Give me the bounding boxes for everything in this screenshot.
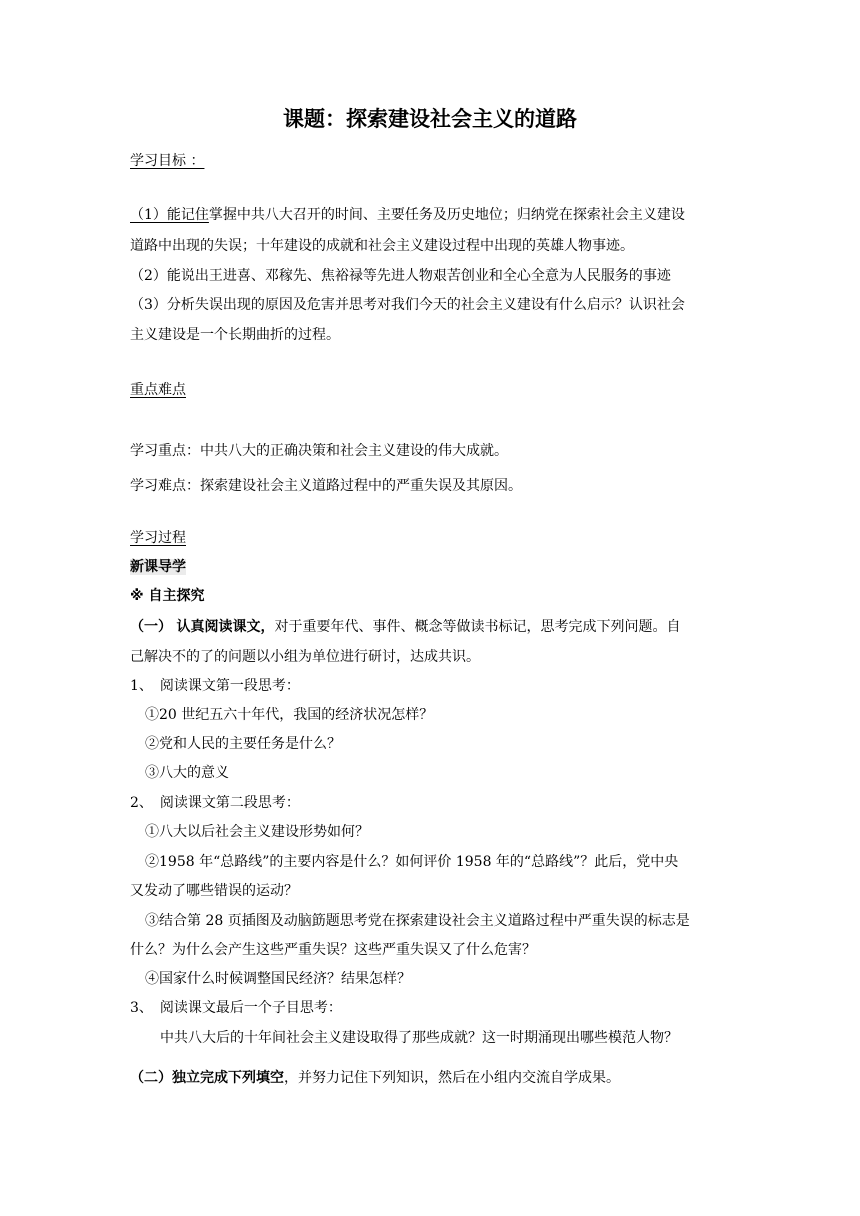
process-heading <box>130 528 186 548</box>
focus-point: 学习重点：中共八大的正确决策和社会主义建设的伟大成就。 <box>130 443 508 459</box>
page-title: 课题：探索建设社会主义的道路 <box>283 107 577 131</box>
goal-item-1-prefix: （1）能记住 <box>130 207 209 223</box>
question-1: 1、 阅读课文第一段思考： <box>130 678 300 694</box>
question-1-a: ①20 世纪五六十年代，我国的经济状况怎样？ <box>145 707 434 723</box>
question-3: 3、 阅读课文最后一个子目思考： <box>130 1000 342 1016</box>
part-1-label: （一） <box>130 619 172 635</box>
part-1-bold: 认真阅读课文， <box>176 619 275 635</box>
part-1-rest: 对于重要年代、事件、概念等做读书标记，思考完成下列问题。自 <box>274 619 681 635</box>
difficulty-point: 学习难点：探索建设社会主义道路过程中的严重失误及其原因。 <box>130 478 522 494</box>
part-2-intro <box>130 1068 620 1088</box>
self-study-heading: ※ 自主探究 <box>130 588 205 604</box>
goal-item-1 <box>130 205 685 225</box>
question-2-a: ①八大以后社会主义建设形势如何？ <box>145 824 369 840</box>
question-2-d: ④国家什么时候调整国民经济？结果怎样？ <box>145 971 411 987</box>
goals-heading-text: 学习目标 ： <box>130 153 205 169</box>
goal-item-1-cont: 道路中出现的失误；十年建设的成就和社会主义建设过程中出现的英雄人物事迹。 <box>130 238 634 254</box>
question-3-a: 中共八大后的十年间社会主义建设取得了那些成就？这一时期涌现出哪些模范人物？ <box>160 1030 678 1046</box>
question-1-c: ③八大的意义 <box>145 765 229 781</box>
part-1-intro <box>130 617 680 637</box>
question-2: 2、 阅读课文第二段思考： <box>130 795 300 811</box>
new-lesson-heading <box>130 557 186 577</box>
goal-item-3-cont: 主义建设是一个长期曲折的过程。 <box>130 327 340 343</box>
goal-item-1-text: 掌握中共八大召开的时间、主要任务及历史地位；归纳党在探索社会主义建设 <box>208 207 685 223</box>
part-1-intro-cont: 己解决不的了的问题以小组为单位进行研讨，达成共识。 <box>130 649 480 665</box>
question-1-b: ②党和人民的主要任务是什么？ <box>145 736 341 752</box>
goal-item-2: （2）能说出王进喜、邓稼先、焦裕禄等先进人物艰苦创业和全心全意为人民服务的事迹 <box>130 268 671 284</box>
key-points-heading-text: 重点难点 <box>130 382 186 398</box>
question-2-c-cont: 什么？为什么会产生这些严重失误？这些严重失误又了什么危害？ <box>130 942 536 958</box>
part-2-rest: ，并努力记住下列知识，然后在小组内交流自学成果。 <box>284 1070 620 1086</box>
key-points-heading <box>130 380 186 400</box>
new-lesson-text: 新课导学 <box>130 559 186 575</box>
goal-item-3: （3）分析失误出现的原因及危害并思考对我们今天的社会主义建设有什么启示？认识社会 <box>130 297 685 313</box>
question-2-b-cont: 又发动了哪些错误的运动？ <box>130 883 298 899</box>
question-2-b: ②1958 年“总路线”的主要内容是什么？如何评价 1958 年的“总路线”？此后，党中央 <box>145 854 679 870</box>
part-2-bold: （二）独立完成下列填空 <box>130 1070 284 1086</box>
process-heading-text: 学习过程 <box>130 530 186 546</box>
goals-heading <box>130 151 204 171</box>
question-2-c: ③结合第 28 页插图及动脑筯题思考党在探索建设社会主义道路过程中严重失误的标志是 <box>145 913 690 929</box>
